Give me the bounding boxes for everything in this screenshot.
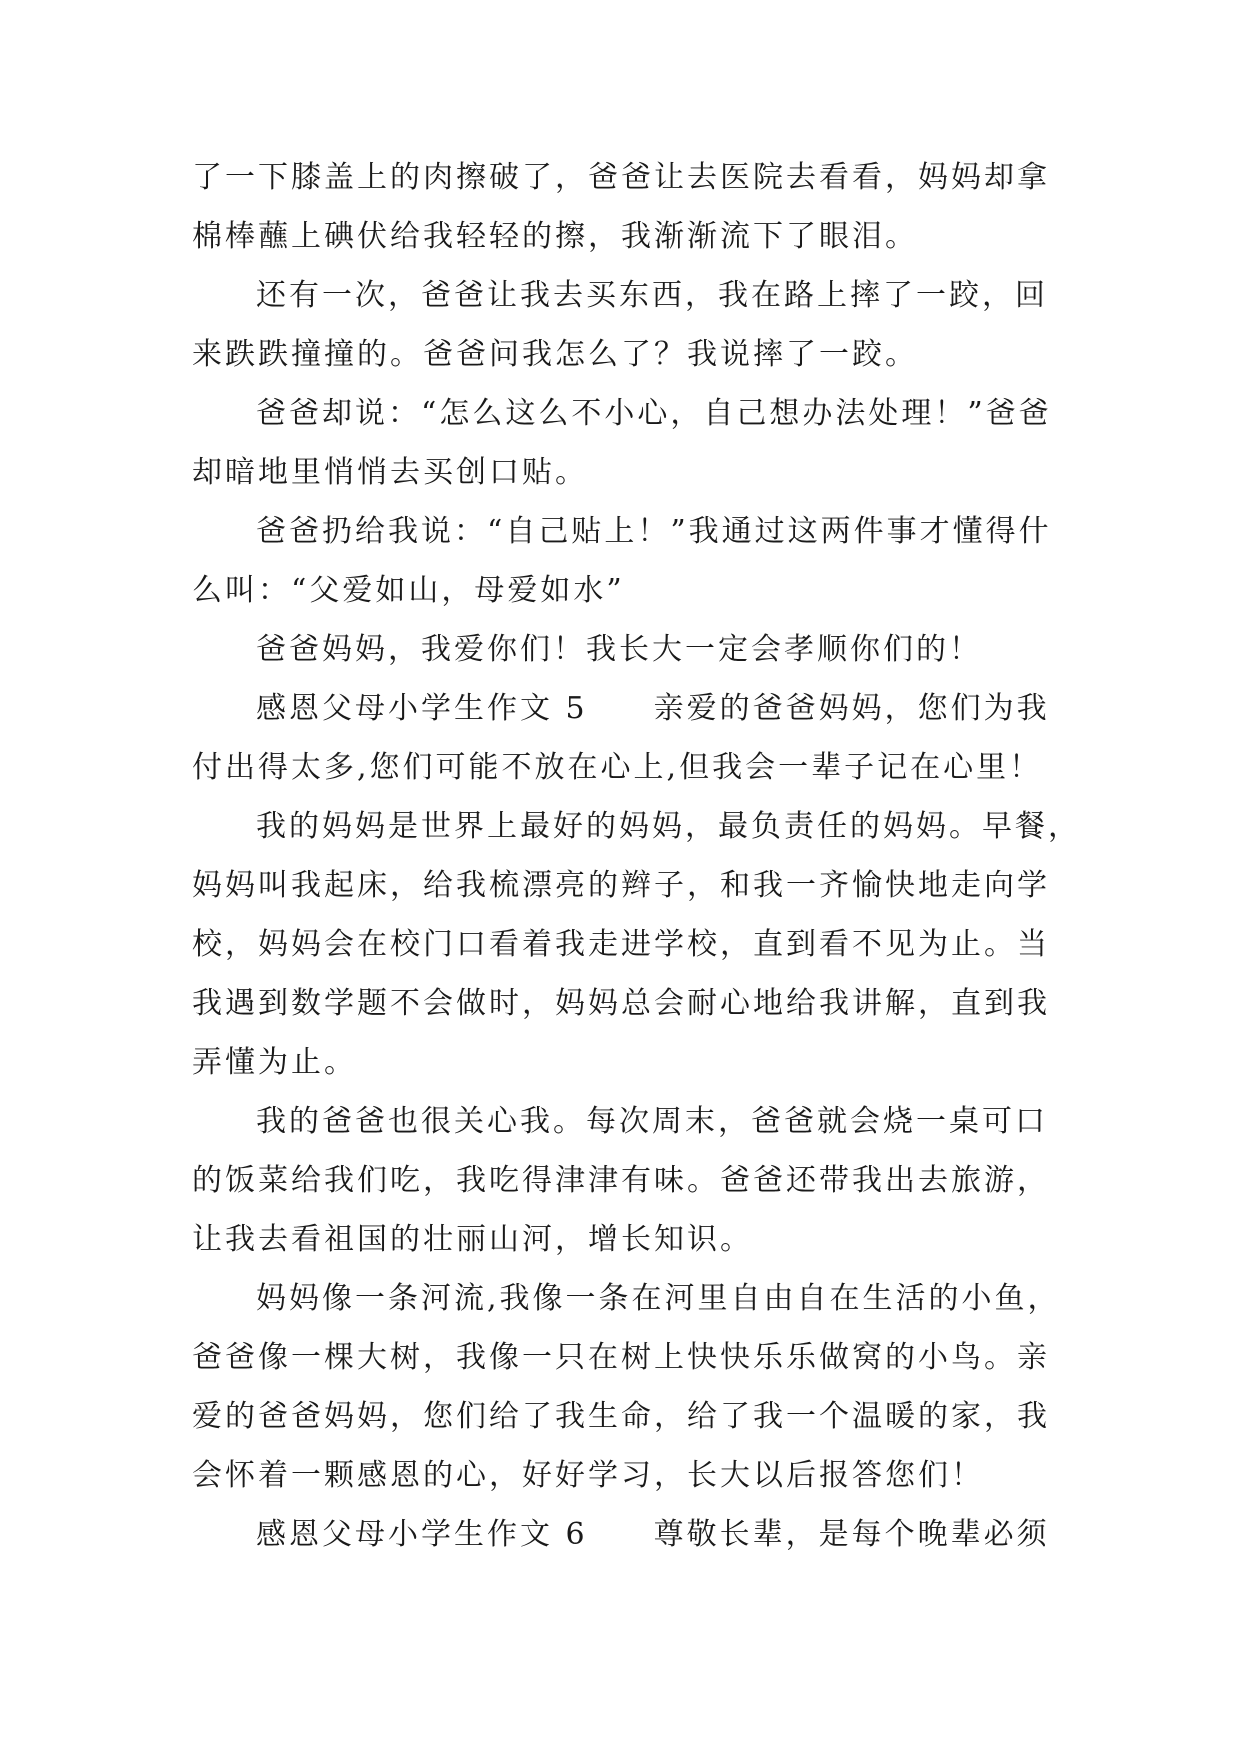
- text-line: 爱的爸爸妈妈，您们给了我生命，给了我一个温暖的家，我: [192, 1399, 1050, 1434]
- text-line: 付出得太多,您们可能不放在心上,但我会一辈子记在心里！: [192, 750, 1043, 785]
- text-line: 弄懂为止。: [192, 1045, 357, 1080]
- text-line: 了一下膝盖上的肉擦破了，爸爸让去医院去看看，妈妈却拿: [192, 160, 1050, 195]
- document-body: [192, 148, 1081, 1564]
- text-line: 会怀着一颗感恩的心，好好学习，长大以后报答您们！: [192, 1458, 984, 1493]
- text-line: 爸爸却说：“怎么这么不小心，自己想办法处理！”爸爸: [256, 396, 1052, 431]
- text-line: 我的妈妈是世界上最好的妈妈，最负责任的妈妈。早餐，: [256, 809, 1081, 844]
- text-line: 爸爸像一棵大树，我像一只在树上快快乐乐做窝的小鸟。亲: [192, 1340, 1050, 1375]
- text-line: 我遇到数学题不会做时，妈妈总会耐心地给我讲解，直到我: [192, 986, 1050, 1021]
- text-line: 我的爸爸也很关心我。每次周末，爸爸就会烧一桌可口: [256, 1104, 1048, 1139]
- text-line: 却暗地里悄悄去买创口贴。: [192, 455, 588, 490]
- text-line: 妈妈像一条河流,我像一条在河里自由自在生活的小鱼，: [256, 1281, 1061, 1316]
- text-line: 棉棒蘸上碘伏给我轻轻的擦，我渐渐流下了眼泪。: [192, 219, 918, 254]
- text-line: 爸爸扔给我说：“自己贴上！”我通过这两件事才懂得什: [256, 514, 1052, 549]
- text-line: 还有一次，爸爸让我去买东西，我在路上摔了一跤，回: [256, 278, 1048, 313]
- text-line: 让我去看祖国的壮丽山河，增长知识。: [192, 1222, 753, 1257]
- text-line: 妈妈叫我起床，给我梳漂亮的辫子，和我一齐愉快地走向学: [192, 868, 1050, 903]
- text-line: 校，妈妈会在校门口看着我走进学校，直到看不见为止。当: [192, 927, 1050, 962]
- text-line: 来跌跌撞撞的。爸爸问我怎么了？我说摔了一跤。: [192, 337, 918, 372]
- text-line: 的饭菜给我们吃，我吃得津津有味。爸爸还带我出去旅游，: [192, 1163, 1050, 1198]
- text-line: 爸爸妈妈，我爱你们！我长大一定会孝顺你们的！: [256, 632, 982, 667]
- section-heading: 感恩父母小学生作文 6 尊敬长辈，是每个晚辈必须: [256, 1517, 1050, 1552]
- text-line: 么叫：“父爱如山，母爱如水”: [192, 573, 625, 608]
- section-heading: 感恩父母小学生作文 5 亲爱的爸爸妈妈，您们为我: [256, 691, 1050, 726]
